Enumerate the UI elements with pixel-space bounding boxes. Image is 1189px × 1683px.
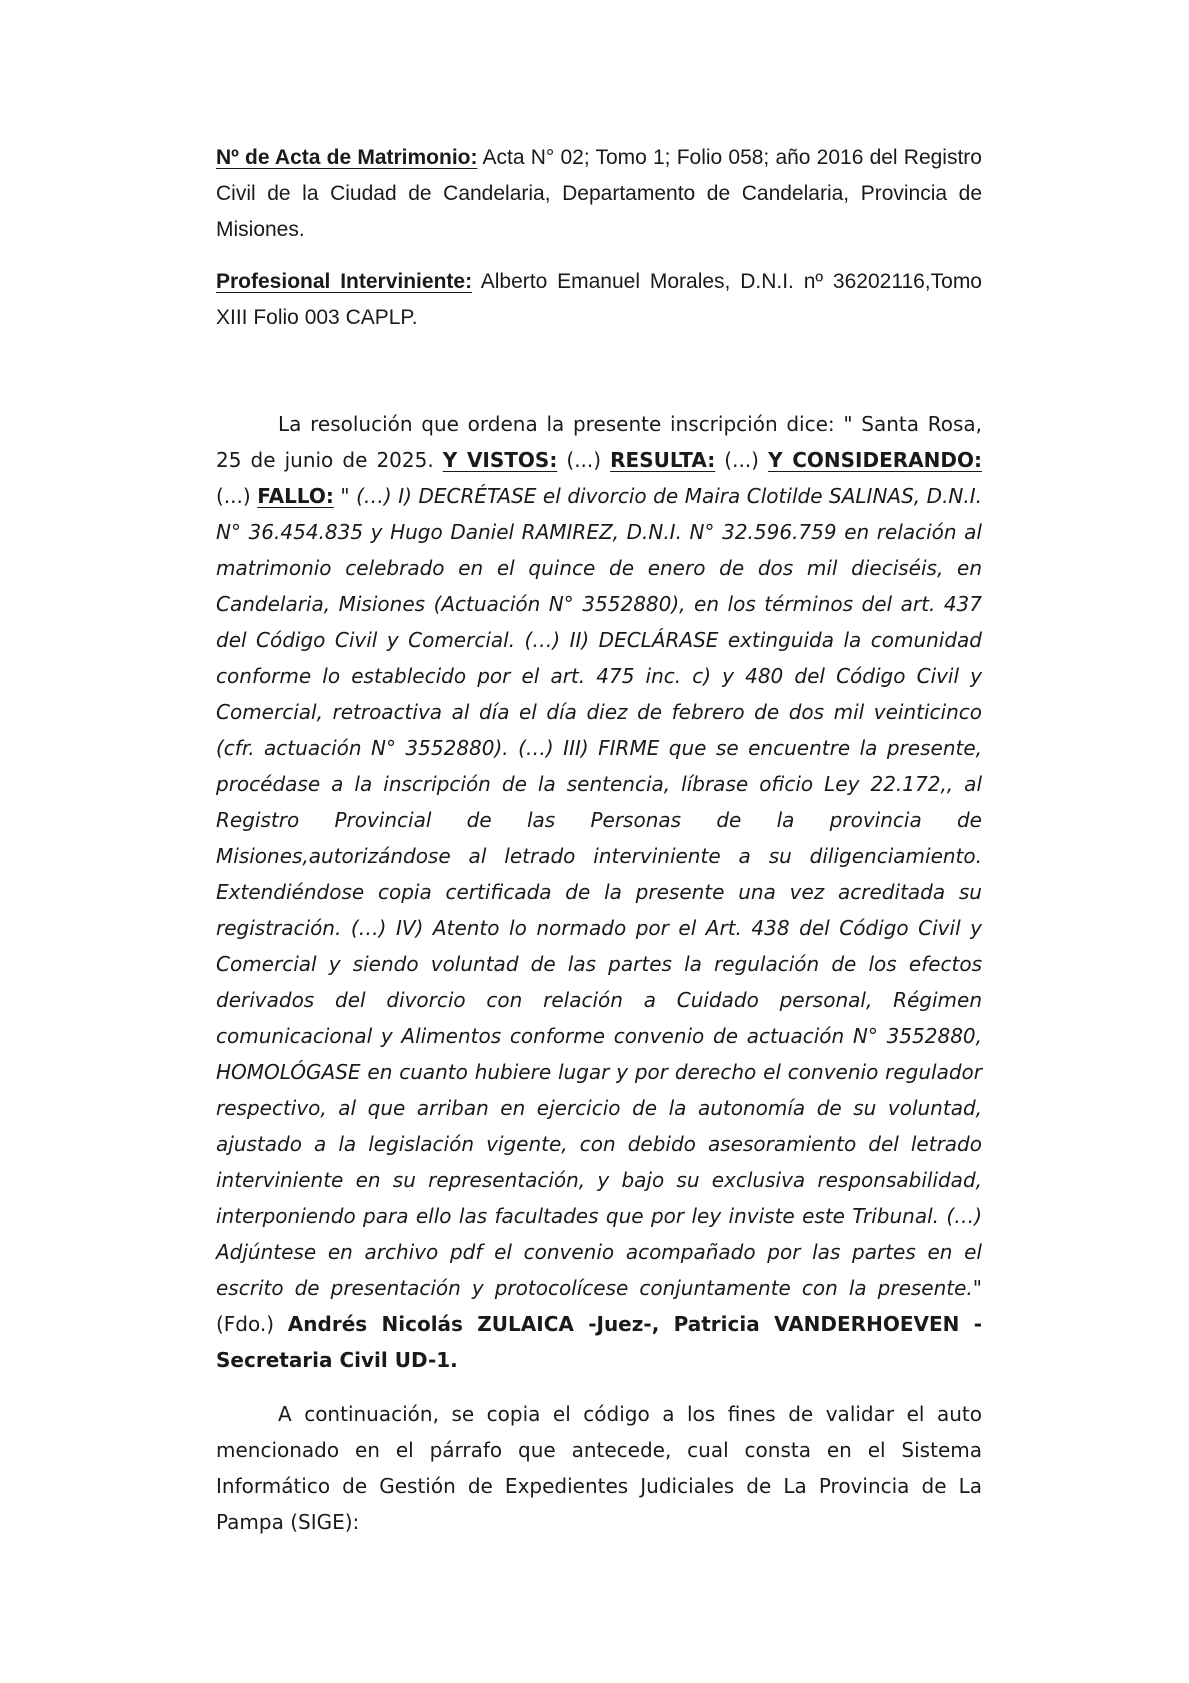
resulta-label: RESULTA: xyxy=(610,448,716,472)
fallo-quote: (…) I) DECRÉTASE el divorcio de Maira Clotilde SALINAS, D.N.I. N° 36.454.835 y Hugo Daniel RAMIREZ, D.N.I. N° 32.596.759 en relación al matrimonio celebrado en el quince de enero de dos mil dieciséis, en Candelaria, Misiones (Actuación N° 3552880), en los términos del art. 437 del Código Civil y Comercial. (…) II) DECLÁRASE extinguida la comunidad conforme lo establecido por el art. 475 inc. c) y 480 del Código Civil y Comercial, retroactiva al día el día diez de febrero de dos mil veinticinco (cfr. actuación N° 3552880). (…) III) FIRME que se encuentre la presente, procédase a la inscripción de la sentencia, líbrase oficio Ley 22.172,, al Registro Provincial de las Personas de la provincia de Misiones,autorizándose al letrado interviniente a su diligenciamiento. Extendiéndose copia certificada de la presente una vez acreditada su registración. (…) IV) Atento lo normado por el Art. 438 del Código Civil y Comercial y siendo voluntad de las partes la regulación de los efectos derivados del divorcio con relación a Cuidado personal, Régimen comunicacional y Alimentos conforme convenio de actuación N° 3552880, HOMOLÓGASE en cuanto hubiere lugar y por derecho el convenio regulador respectivo, al que arriban en ejercicio de la autonomía de su voluntad, ajustado a la legislación vigente, con debido asesoramiento del letrado interviniente en su representación, y bajo su exclusiva responsabilidad, interponiendo para ello las facultades que por ley inviste este Tribunal. (…) Adjúntese en archivo pdf el convenio acompañado por las partes en el escrito de presentación y protocolícese conjuntamente con la presente." xyxy=(216,484,982,1300)
resolucion-intro: La resolución que ordena la presente inscripción dice: " Santa Rosa, 25 de junio de 2025. xyxy=(216,412,982,472)
separator: (...) xyxy=(216,484,258,508)
profesional-text: Alberto Emanuel Morales, D.N.I. nº 36202116,Tomo XIII Folio 003 CAPLP. xyxy=(216,270,982,329)
fdo-text: (Fdo.) xyxy=(216,1312,288,1336)
fallo-label: FALLO: xyxy=(257,484,334,508)
y-considerando-label: Y CONSIDERANDO: xyxy=(768,448,982,472)
acta-label: Nº de Acta de Matrimonio: xyxy=(216,146,478,169)
y-vistos-label: Y VISTOS: xyxy=(442,448,558,472)
firmas-text: Andrés Nicolás ZULAICA -Juez-, Patricia VANDERHOEVEN -Secretaria Civil UD-1. xyxy=(216,1312,983,1372)
acta-text: Acta N° 02; Tomo 1; Folio 058; año 2016 del Registro Civil de la Ciudad de Candelaria, Departamento de Candelaria, Provincia de Misiones. xyxy=(216,146,982,241)
continuacion-text: A continuación, se copia el código a los fines de validar el auto mencionado en el párrafo que antecede, cual consta en el Sistema Informático de Gestión de Expedientes Judiciales de La Provincia de La Pampa (SIGE): xyxy=(216,1402,982,1534)
continuacion-paragraph xyxy=(216,1396,982,1540)
document-page xyxy=(216,140,982,1540)
acta-paragraph xyxy=(216,140,982,248)
separator: " xyxy=(333,484,357,508)
profesional-paragraph xyxy=(216,264,982,336)
separator: (...) xyxy=(715,448,769,472)
separator: (...) xyxy=(557,448,611,472)
resolucion-paragraph xyxy=(216,406,982,1378)
profesional-label: Profesional Interviniente: xyxy=(216,270,473,293)
